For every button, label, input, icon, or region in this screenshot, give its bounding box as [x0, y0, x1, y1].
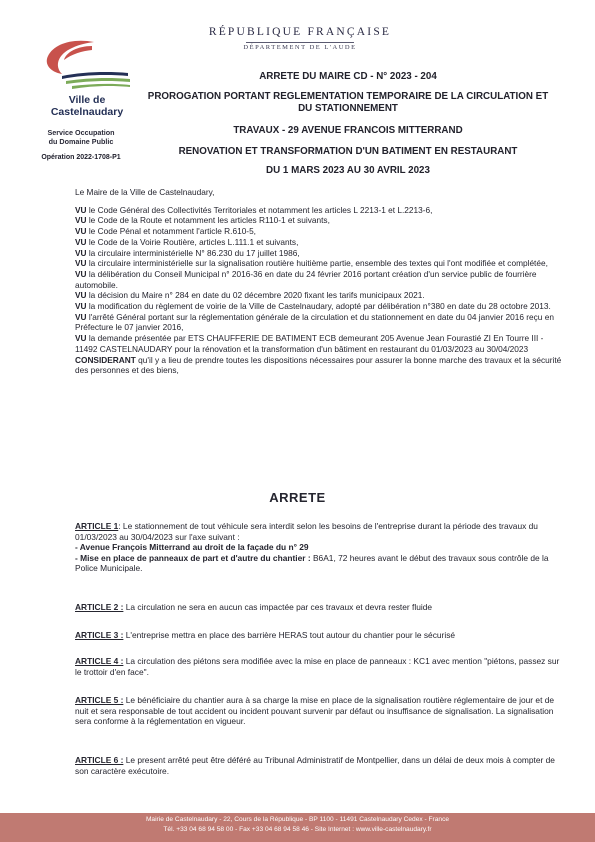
item-lead: CONSIDERANT: [75, 354, 136, 365]
article-label: ARTICLE 5 :: [75, 695, 124, 705]
item-text: la circulaire interministérielle sur la signalisation routière huitième partie, ensemble des textes qui l'ont modifiée et complétée,: [86, 258, 548, 269]
item-lead: VU: [75, 247, 87, 258]
article-text: Le bénéficiaire du chantier aura à sa charge la mise en place de la signalisation routière réglementaire de jour et de nuit et sera responsable de tout accident ou incident pouvant survenir par défaut ou insuffisance de signalisation. La signalisation sera conforme à la réglementation en vigueur.: [75, 695, 555, 727]
subject-line-1: PROROGATION PORTANT REGLEMENTATION TEMPORAIRE DE LA CIRCULATION ET: [147, 91, 549, 102]
vu-item: [75, 333, 563, 354]
article-bullet-text: B6A1, 72 heures avant le début des travaux sous contrôle de la Police Municipale.: [75, 552, 549, 574]
arrete-title: ARRETE: [269, 490, 326, 505]
footer-address: Mairie de Castelnaudary - 22, Cours de la République - BP 1100 - 11491 Castelnaudary Cedex - France: [145, 816, 450, 823]
logo-green-stripe-1: [66, 78, 130, 84]
intro-line: Le Maire de la Ville de Castelnaudary,: [75, 187, 215, 197]
arrete-number: ARRETE DU MAIRE CD - N° 2023 - 204: [259, 71, 437, 82]
vu-item: [75, 301, 563, 312]
item-lead: VU: [75, 215, 87, 226]
article-label: ARTICLE 6 :: [75, 755, 124, 765]
item-text: l'arrêté Général portant sur la réglementation générale de la circulation et du stationnement en date du 04 janvier 2016 reçu en Préfecture le 07 janvier 2016,: [75, 311, 554, 333]
item-text: qu'il y a lieu de prendre toutes les dispositions nécessaires pour assurer la bonne marche des travaux et la sécurité des personnes et des biens,: [75, 354, 562, 376]
item-lead: VU: [75, 236, 87, 247]
vu-item: [75, 215, 563, 226]
article-1: [75, 521, 563, 574]
works-address: TRAVAUX - 29 AVENUE FRANCOIS MITTERRAND: [233, 125, 463, 136]
service-label: [20, 128, 142, 146]
vu-list: [75, 205, 563, 376]
article-text: L'entreprise mettra en place des barrière HERAS tout autour du chantier pour le sécurisé: [123, 630, 456, 640]
article-bullet: - Avenue François Mitterrand au droit de la façade du n° 29: [75, 542, 309, 553]
article-text: La circulation des piétons sera modifiée avec la mise en place de panneaux : KC1 avec mention "piétons, passez sur le trottoir d'en face".: [75, 656, 560, 677]
article-text: : Le stationnement de tout véhicule sera interdit selon les besoins de l'entreprise durant la période des travaux du 01/03/2023 au 30/04/2023 sur l'axe suivant :: [75, 521, 538, 542]
item-text: la modification du règlement de voirie de la Ville de Castelnaudary, adopté par délibération n°380 en date du 28 octobre 2013.: [86, 301, 551, 312]
subject-line-2: DU STATIONNEMENT: [298, 103, 398, 114]
item-lead: VU: [75, 301, 87, 312]
item-text: la délibération du Conseil Municipal n° 2016-36 en date du 24 février 2016 portant création d'un service public de fourrière automobile.: [75, 268, 537, 290]
item-lead: VU: [75, 311, 87, 322]
article-5: [75, 695, 563, 727]
header-divider: [246, 42, 354, 43]
vu-item: [75, 226, 563, 237]
footer-contact: Tél. +33 04 68 94 58 00 - Fax +33 04 68 94 58 46 - Site Internet : www.ville-castelnaudary.fr: [163, 826, 432, 833]
item-lead: VU: [75, 290, 87, 301]
period-title: DU 1 MARS 2023 AU 30 AVRIL 2023: [266, 165, 430, 176]
vu-item: [75, 237, 563, 248]
preamble: [75, 187, 563, 376]
vu-item: [75, 248, 563, 259]
item-text: le Code de la Voirie Routière, articles L.111.1 et suivants,: [86, 236, 299, 247]
article-label: ARTICLE 1: [75, 521, 119, 531]
city-logo: [32, 32, 142, 92]
service-line: du Domaine Public: [48, 137, 114, 146]
vu-item: [75, 205, 563, 216]
item-text: le Code Pénal et notamment l'article R.610-5,: [86, 226, 256, 237]
vu-item: [75, 269, 563, 290]
item-lead: VU: [75, 204, 87, 215]
renovation-title: RENOVATION ET TRANSFORMATION D'UN BATIMENT EN RESTAURANT: [178, 146, 518, 157]
operation-number: Opération 2022-1708-P1: [41, 154, 121, 161]
article-3: [75, 630, 563, 641]
considerant-item: [75, 355, 563, 376]
item-text: le Code de la Route et notamment les articles R110-1 et suivants,: [86, 215, 330, 226]
article-4: [75, 656, 563, 677]
republique-francaise: RÉPUBLIQUE FRANÇAISE: [208, 26, 392, 38]
article-label: ARTICLE 4 :: [75, 656, 124, 666]
logo-navy-stripe: [62, 72, 128, 79]
item-lead: VU: [75, 268, 87, 279]
item-text: la circulaire interministérielle N° 86.230 du 17 juillet 1986,: [86, 247, 300, 258]
article-label: ARTICLE 2 :: [75, 602, 124, 612]
departement-label: DÉPARTEMENT DE L'AUDE: [243, 44, 357, 51]
item-lead: VU: [75, 226, 87, 237]
article-text: Le present arrêté peut être déféré au Tribunal Administratif de Montpellier, dans un délai de deux mois à compter de son caractère exécutoire.: [75, 755, 555, 776]
article-label: ARTICLE 3 :: [75, 630, 124, 640]
vu-item: [75, 290, 563, 301]
item-text: la décision du Maire n° 284 en date du 02 décembre 2020 fixant les tarifs municipaux 2021.: [86, 290, 425, 301]
item-lead: VU: [75, 258, 87, 269]
item-text: le Code Général des Collectivités Territoriales et notamment les articles L 2213-1 et L.2213-6,: [86, 204, 433, 215]
item-text: la demande présentée par ETS CHAUFFERIE DE BATIMENT ECB demeurant 205 Avenue Jean Fourastié ZI En Tourre III - 11492 CASTELNAUDARY pour la rénovation et la transformation d'un bâtiment en restaurant du 01/03/2023 au 30/04/2023: [75, 333, 544, 354]
logo-green-stripe-2: [72, 84, 130, 89]
city-name: Ville de Castelnaudary: [50, 94, 124, 118]
article-6: [75, 755, 563, 776]
item-lead: VU: [75, 333, 87, 344]
article-2: [75, 602, 563, 613]
service-line: Service Occupation: [47, 128, 115, 137]
vu-item: [75, 312, 563, 333]
article-text: La circulation ne sera en aucun cas impactée par ces travaux et devra rester fluide: [123, 602, 433, 612]
logo-red-arc: [47, 41, 94, 74]
article-bullet-bold: - Mise en place de panneaux de part et d'autre du chantier :: [75, 552, 311, 563]
vu-item: [75, 258, 563, 269]
